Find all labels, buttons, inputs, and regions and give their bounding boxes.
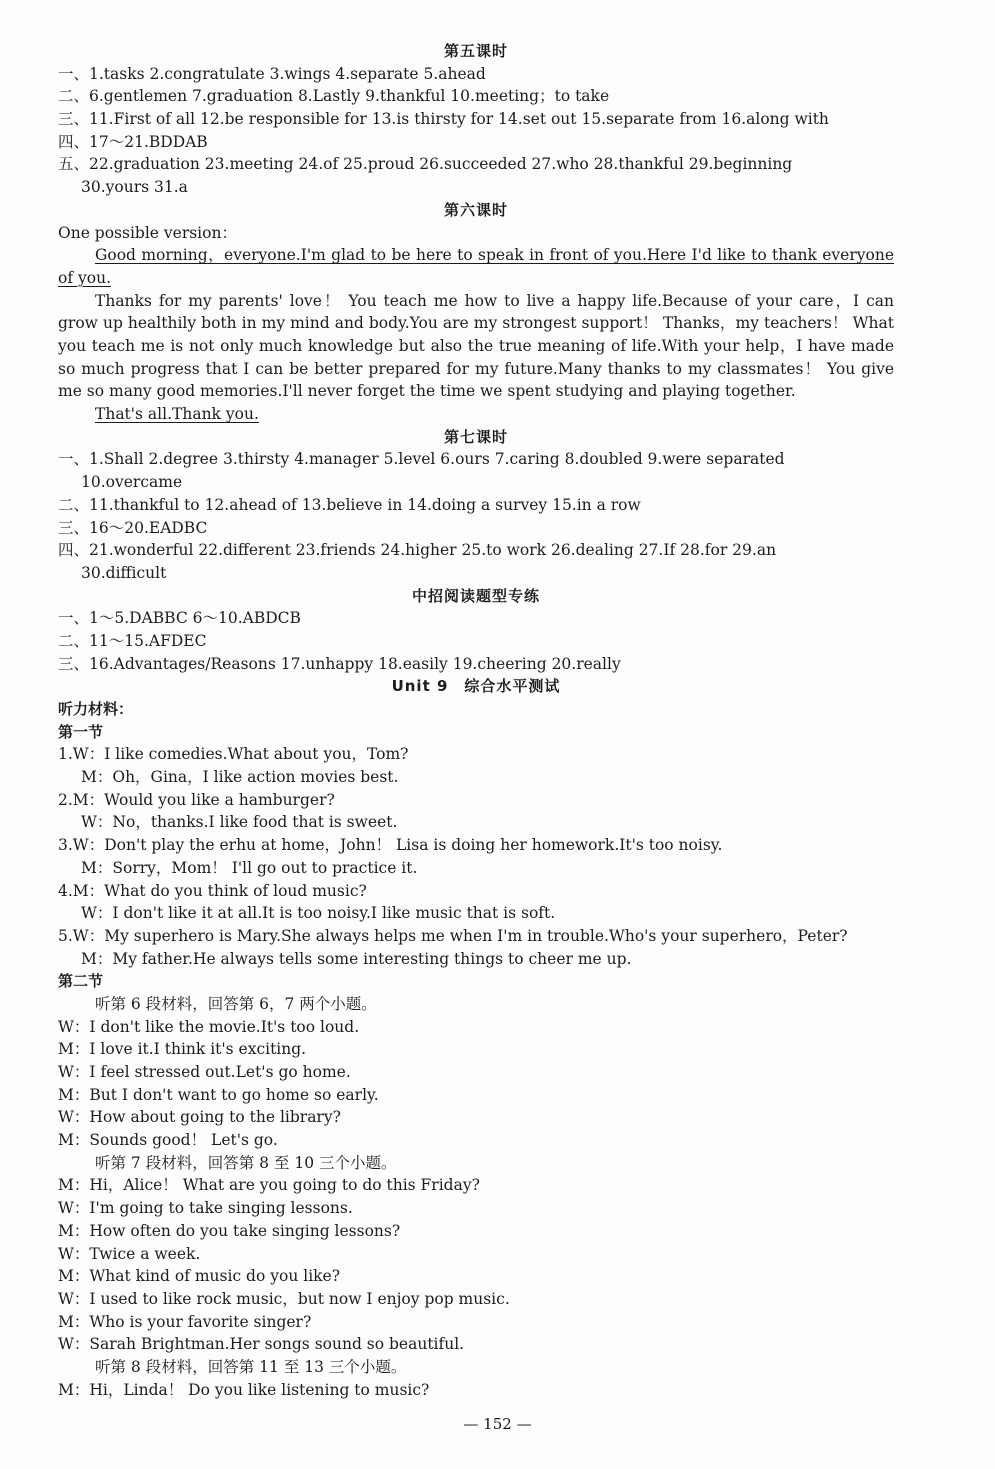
- dialog-line: 1.W：I like comedies.What about you，Tom?: [58, 745, 409, 764]
- listening-label: 听力材料：: [58, 700, 134, 719]
- lesson5-line-4: 四、17～21.BDDAB: [58, 132, 208, 151]
- lesson7-line-1: 一、1.Shall 2.degree 3.thirsty 4.manager 5.level 6.ours 7.caring 8.doubled 9.were separated: [58, 450, 785, 469]
- lesson6-opening: Good morning，everyone.I'm glad to be here to speak in front of you.Here I'd like to thank everyone of you.: [58, 246, 894, 287]
- lesson6-title: 第六课时: [443, 200, 508, 219]
- dialog-line: 5.W：My superhero is Mary.She always helps me when I'm in trouble.Who's your superhero，Peter?: [58, 926, 848, 945]
- dialog-line: W：How about going to the library?: [58, 1108, 341, 1127]
- dialog-line: M：My father.He always tells some interesting things to cheer me up.: [81, 949, 632, 968]
- dialog-line: 2.M：Would you like a hamburger?: [58, 790, 335, 809]
- lesson6-closing-text: That's all.Thank you.: [95, 405, 259, 424]
- dialog-line: M：Sorry，Mom！ I'll go out to practice it.: [81, 858, 418, 877]
- dialog-line: M：Sounds good！ Let's go.: [58, 1131, 278, 1150]
- dialog-line: M：How often do you take singing lessons?: [58, 1221, 401, 1240]
- dialog-line: M：Hi，Alice！ What are you going to do this Friday?: [58, 1176, 480, 1195]
- unit9-title: Unit 9 综合水平测试: [391, 677, 561, 696]
- reading-line-3: 三、16.Advantages/Reasons 17.unhappy 18.easily 19.cheering 20.really: [58, 654, 621, 673]
- lesson5-line-2: 二、6.gentlemen 7.graduation 8.Lastly 9.thankful 10.meeting；to take: [58, 87, 610, 106]
- page-number: — 152 —: [463, 1415, 532, 1433]
- lesson7-line-4: 三、16～20.EADBC: [58, 518, 208, 537]
- lesson6-intro: One possible version：: [58, 223, 237, 242]
- section1-label: 第一节: [58, 722, 104, 741]
- lesson5-line-1: 一、1.tasks 2.congratulate 3.wings 4.separate 5.ahead: [58, 64, 486, 83]
- section2-intro-8: 听第 8 段材料，回答第 11 至 13 三个小题。: [95, 1357, 407, 1376]
- dialog-line: W：Sarah Brightman.Her songs sound so beautiful.: [58, 1335, 465, 1354]
- dialog-line: 3.W：Don't play the erhu at home，John！ Lisa is doing her homework.It's too noisy.: [58, 836, 723, 855]
- dialog-line: W：I don't like it at all.It is too noisy.I like music that is soft.: [81, 904, 556, 923]
- lesson5-line-3: 三、11.First of all 12.be responsible for 13.is thirsty for 14.set out 15.separate from 16.along with: [58, 110, 829, 129]
- dialog-line: W：Twice a week.: [58, 1244, 201, 1263]
- lesson5-line-5: 五、22.graduation 23.meeting 24.of 25.proud 26.succeeded 27.who 28.thankful 29.beginning: [58, 155, 793, 174]
- dialog-line: M：Who is your favorite singer?: [58, 1312, 312, 1331]
- lesson6-body: Thanks for my parents' love！ You teach me how to live a happy life.Because of your care，I can grow up healthily both in my mind and body.You are my strongest support！ Thanks，my teachers！ What you teach me is not only much knowledge but also the true meaning of life.With your help，I have made so much progress that I can be better prepared for my future.Many thanks to my classmates！ You give me so many good memories.I'll never forget the time we spent studying and playing together.: [58, 291, 894, 401]
- section2-intro-7: 听第 7 段材料，回答第 8 至 10 三个小题。: [95, 1153, 397, 1172]
- reading-line-1: 一、1～5.DABBC 6～10.ABDCB: [58, 609, 301, 628]
- dialog-line: W：I feel stressed out.Let's go home.: [58, 1063, 351, 1082]
- section2-label: 第二节: [58, 972, 104, 991]
- dialog-line: M：Oh，Gina，I like action movies best.: [81, 768, 399, 787]
- reading-title: 中招阅读题型专练: [411, 586, 540, 605]
- dialog-line: M：I love it.I think it's exciting.: [58, 1040, 307, 1059]
- lesson7-line-6: 30.difficult: [81, 563, 167, 582]
- lesson7-line-2: 10.overcame: [81, 473, 183, 492]
- dialog-line: W：I used to like rock music，but now I enjoy pop music.: [58, 1289, 510, 1308]
- lesson7-title: 第七课时: [443, 427, 508, 446]
- dialog-line: M：Hi，Linda！ Do you like listening to music?: [58, 1380, 430, 1399]
- dialog-line: M：What kind of music do you like?: [58, 1267, 341, 1286]
- dialog-line: M：But I don't want to go home so early.: [58, 1085, 379, 1104]
- reading-line-2: 二、11～15.AFDEC: [58, 631, 207, 650]
- lesson6-closing: [58, 403, 894, 426]
- dialog-line: 4.M：What do you think of loud music?: [58, 881, 367, 900]
- lesson7-line-5: 四、21.wonderful 22.different 23.friends 24.higher 25.to work 26.dealing 27.If 28.for 29.an: [58, 541, 777, 560]
- dialog-line: W：No，thanks.I like food that is sweet.: [81, 813, 398, 832]
- dialog-line: W：I'm going to take singing lessons.: [58, 1199, 353, 1218]
- answer-page: [58, 40, 894, 1401]
- section2-intro-6: 听第 6 段材料，回答第 6，7 两个小题。: [95, 994, 377, 1013]
- lesson5-title: 第五课时: [443, 42, 508, 60]
- lesson5-line-6: 30.yours 31.a: [81, 178, 188, 197]
- dialog-line: W：I don't like the movie.It's too loud.: [58, 1017, 360, 1036]
- lesson7-line-3: 二、11.thankful to 12.ahead of 13.believe in 14.doing a survey 15.in a row: [58, 495, 641, 514]
